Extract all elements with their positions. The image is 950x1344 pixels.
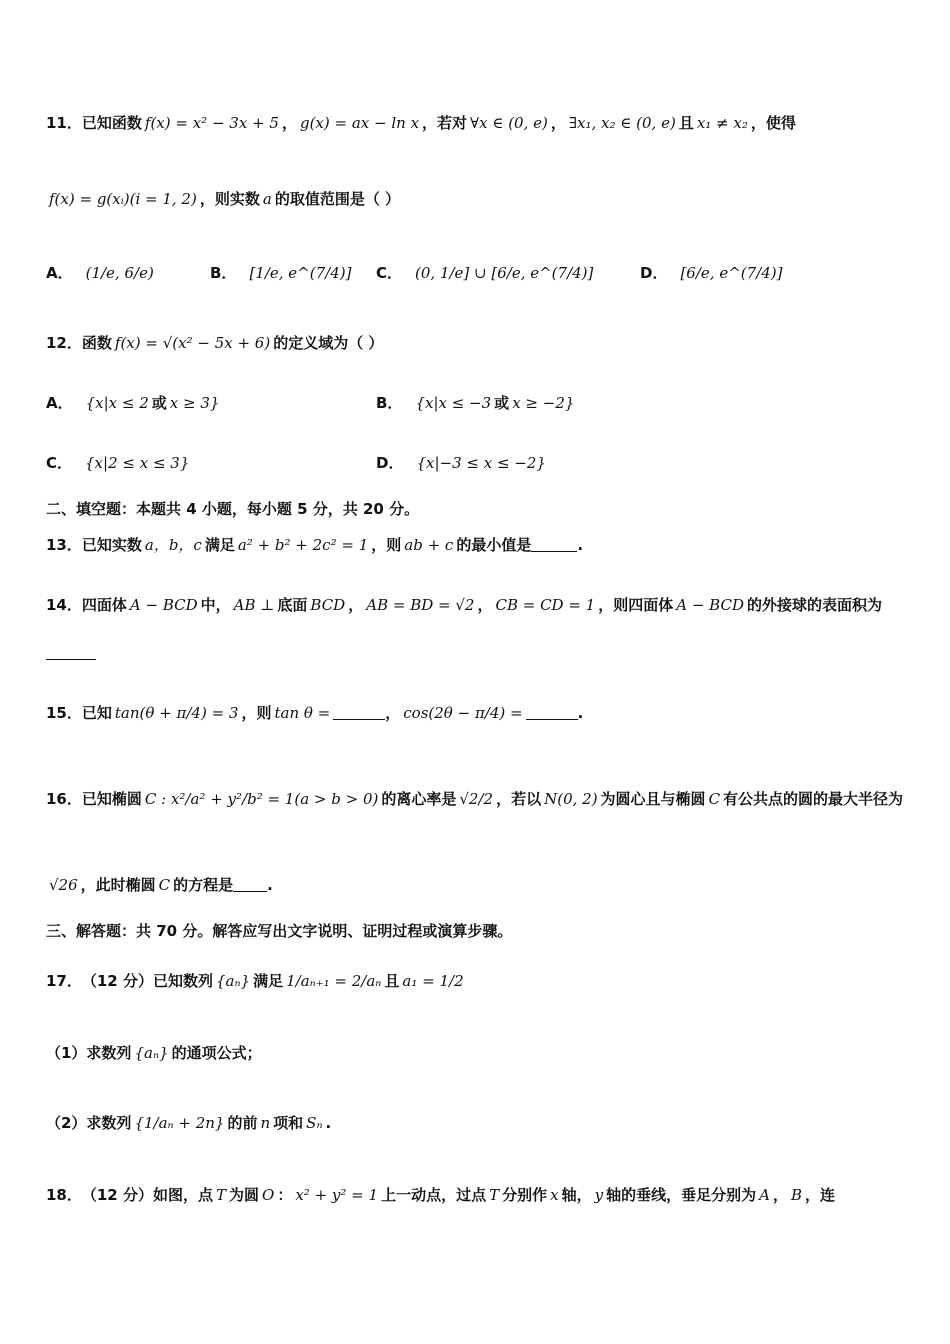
q14-eq-1: AB = BD = √2 (366, 595, 475, 614)
q16-radius: √26 (49, 875, 78, 894)
q12-option-d-label: D． (376, 454, 404, 472)
q11-option-d-value: [6/e, e^(7/4)] (680, 263, 783, 282)
q16-text-2: 的离心率是 (381, 790, 457, 808)
q14-text-4: ，则四面体 (598, 596, 674, 614)
q17-part-1-sequence: {aₙ} (134, 1043, 169, 1062)
section-3-title: 三、解答题：共 70 分。解答应写出文字说明、证明过程或演算步骤。 (46, 922, 513, 940)
q18-text-4: 上一动点，过点 (381, 1186, 487, 1204)
q11-sep-1: ， (281, 114, 297, 132)
q16-text-3: ，若以 (496, 790, 542, 808)
q13-end: . (577, 535, 584, 554)
q14-eq-2: CB = CD = 1 (495, 595, 596, 614)
q14-number: 14． (46, 596, 82, 614)
q11-option-b-value: [1/e, e^(7/4)] (249, 263, 352, 282)
q17-sequence: {aₙ} (215, 971, 251, 990)
q11-option-d (640, 262, 785, 283)
q11-fx: f(x) = x² − 3x + 5 (144, 113, 279, 132)
q12-option-b-label: B． (376, 394, 403, 412)
q11-option-b (210, 262, 354, 283)
q12-text-1: 函数 (81, 334, 112, 352)
q16-c-2: C (158, 875, 171, 894)
q11-option-c-value: (0, 1/e] ∪ [6/e, e^(7/4)] (415, 263, 594, 282)
q14-text-3: 底面 (277, 596, 308, 614)
q15-text-1: 已知 (81, 704, 112, 722)
q12-option-b-value: {x|x ≤ −3 (415, 393, 492, 412)
q13-expression: ab + c (404, 535, 454, 554)
q18-text-1: （12 分）如图，点 (81, 1186, 213, 1204)
q13-number: 13． (46, 536, 82, 554)
q18-text-6: 轴， (561, 1186, 592, 1204)
q18-point-b: B (790, 1185, 802, 1204)
q15-number: 15． (46, 704, 82, 722)
q17-part-1-text-a: （1）求数列 (46, 1044, 132, 1062)
q18-text-8: ，连 (804, 1186, 835, 1204)
q11-forall: ∀x ∈ (0, e) (470, 113, 548, 132)
q12-option-a-or: 或 (151, 394, 167, 412)
q18-x: x (550, 1185, 559, 1204)
q16-answer-blank (233, 877, 267, 892)
q12-option-c-value: {x|2 ≤ x ≤ 3} (85, 453, 190, 472)
q16-text-1: 已知椭圆 (81, 790, 142, 808)
q15-cos: cos(2θ − π/4) = (403, 703, 523, 722)
q16-line-1 (46, 788, 910, 809)
q16-c: C (708, 789, 721, 808)
q11-option-a-label: A． (46, 264, 73, 282)
q11-text-1: 已知函数 (81, 114, 142, 132)
q17-part-2 (46, 1112, 910, 1133)
q12-option-d-value: {x|−3 ≤ x ≤ −2} (416, 453, 546, 472)
q15-tan: tan θ = (274, 703, 331, 722)
q13-text-1: 已知实数 (81, 536, 142, 554)
q11-option-b-label: B． (210, 264, 237, 282)
q11-option-c-label: C． (376, 264, 403, 282)
q14-base: BCD (310, 595, 346, 614)
q11-line-2 (46, 188, 910, 209)
q15-sep: ， (385, 704, 401, 722)
section-2-heading (46, 498, 910, 519)
q15-line (46, 702, 910, 723)
q13-text-2: 满足 (204, 536, 235, 554)
q16-ellipse: C : x²/a² + y²/b² = 1(a > b > 0) (144, 789, 379, 808)
q12-option-c-label: C． (46, 454, 73, 472)
q18-text-3: ： (277, 1186, 293, 1204)
q11-gx: g(x) = ax − ln x (299, 113, 420, 132)
q11-neq: x₁ ≠ x₂ (696, 113, 748, 132)
q13-text-4: 的最小值是 (456, 536, 532, 554)
q12-option-a-value: {x|x ≤ 2 (85, 393, 149, 412)
q11-var-a: a (262, 189, 272, 208)
q18-text-2: 为圆 (229, 1186, 260, 1204)
q14-text-1: 四面体 (81, 596, 127, 614)
q11-text-3: 且 (678, 114, 694, 132)
q11-number: 11． (46, 114, 82, 132)
q11-option-a-value: (1/e, 6/e) (85, 263, 154, 282)
q11-text-6: 的取值范围是（ ） (274, 190, 401, 208)
q17-initial: a₁ = 1/2 (402, 971, 464, 990)
q16-end: . (267, 875, 273, 894)
q11-exists: ∃x₁, x₂ ∈ (0, e) (568, 113, 676, 132)
q17-part-2-sequence: {1/aₙ + 2n} (134, 1113, 225, 1132)
q15-answer-blank-1 (333, 705, 385, 720)
q13-equation: a² + b² + 2c² = 1 (237, 535, 369, 554)
q14-tetrahedron: A − BCD (129, 595, 198, 614)
q13-answer-blank (531, 537, 577, 552)
q12-option-d (376, 452, 549, 473)
q18-circle-o: O (262, 1185, 275, 1204)
q12-option-c (46, 452, 192, 473)
q12-option-a-label: A． (46, 394, 73, 412)
q17-text-2: 且 (384, 972, 400, 990)
q15-equation: tan(θ + π/4) = 3 (114, 703, 239, 722)
q16-number: 16． (46, 790, 82, 808)
section-3-heading (46, 920, 910, 941)
q12-fx: f(x) = √(x² − 5x + 6) (114, 333, 271, 352)
q12-number: 12． (46, 334, 82, 352)
q11-option-d-label: D． (640, 264, 668, 282)
q13-line (46, 534, 910, 555)
q16-line-2 (46, 874, 910, 895)
q17-part-2-n: n (260, 1113, 271, 1132)
q12-option-a (46, 392, 222, 413)
q11-option-a (46, 262, 157, 283)
q14-tetrahedron-2: A − BCD (676, 595, 744, 614)
q12-option-a-value-2: x ≥ 3} (169, 393, 220, 412)
q17-part-1-text-b: 的通项公式； (171, 1044, 262, 1062)
section-2-title: 二、填空题：本题共 4 小题，每小题 5 分，共 20 分。 (46, 500, 420, 518)
q18-sep: ， (772, 1186, 788, 1204)
q17-part-2-text-d: . (325, 1113, 332, 1132)
q11-option-c (376, 262, 596, 283)
q17-part-2-sum: Sₙ (306, 1113, 323, 1132)
q11-line-1 (46, 112, 910, 133)
q15-answer-blank-2 (526, 705, 578, 720)
q11-text-2: ，若对 (422, 114, 468, 132)
q12-text-2: 的定义域为（ ） (273, 334, 384, 352)
q17-points: （12 分）已知数列 (81, 972, 213, 990)
q16-point: N(0, 2) (544, 789, 598, 808)
q11-text-5: ，则实数 (199, 190, 260, 208)
q12-option-b (376, 392, 577, 413)
q17-number: 17． (46, 972, 82, 990)
q17-part-2-text-a: （2）求数列 (46, 1114, 132, 1132)
q16-text-5: 有公共点的圆的最大半径为 (723, 790, 904, 808)
q11-condition: f(x) = g(xᵢ)(i = 1, 2) (49, 189, 197, 208)
q14-sep-2: ， (477, 596, 493, 614)
q18-text-5: 分别作 (502, 1186, 548, 1204)
q17-recurrence: 1/aₙ₊₁ = 2/aₙ (286, 971, 382, 990)
q18-point-t-2: T (489, 1185, 500, 1204)
q14-sep-1: ， (348, 596, 364, 614)
q15-text-2: ，则 (241, 704, 272, 722)
q11-sep-2: ， (550, 114, 566, 132)
q17-part-2-text-b: 的前 (227, 1114, 258, 1132)
q14-line (46, 594, 910, 615)
q14-answer-blank (46, 645, 96, 660)
q14-text-2: 中， (200, 596, 231, 614)
q12-option-b-value-2: x ≥ −2} (512, 393, 575, 412)
q18-point-a: A (759, 1185, 770, 1204)
q18-circle-eq: x² + y² = 1 (295, 1185, 379, 1204)
q13-text-3: ，则 (371, 536, 402, 554)
q15-end: . (577, 703, 584, 722)
q17-text-1: 满足 (253, 972, 284, 990)
q13-vars: a，b，c (144, 536, 202, 554)
q18-point-t: T (215, 1185, 226, 1204)
q17-part-1 (46, 1042, 910, 1063)
q16-text-7: 的方程是 (173, 876, 234, 894)
q11-text-4: ，使得 (750, 114, 796, 132)
q18-line (46, 1184, 910, 1205)
q14-perp: AB ⊥ (233, 595, 275, 614)
q16-eccentricity: √2/2 (459, 789, 494, 808)
q18-y: y (594, 1185, 604, 1204)
q16-text-4: 为圆心且与椭圆 (600, 790, 706, 808)
q14-text-5: 的外接球的表面积为 (747, 596, 883, 614)
q17-part-2-text-c: 项和 (273, 1114, 304, 1132)
q16-text-6: ，此时椭圆 (80, 876, 156, 894)
q12-line (46, 332, 910, 353)
q17-line (46, 970, 910, 991)
q12-option-b-or: 或 (494, 394, 510, 412)
q18-number: 18． (46, 1186, 82, 1204)
q18-text-7: 轴的垂线，垂足分别为 (606, 1186, 757, 1204)
